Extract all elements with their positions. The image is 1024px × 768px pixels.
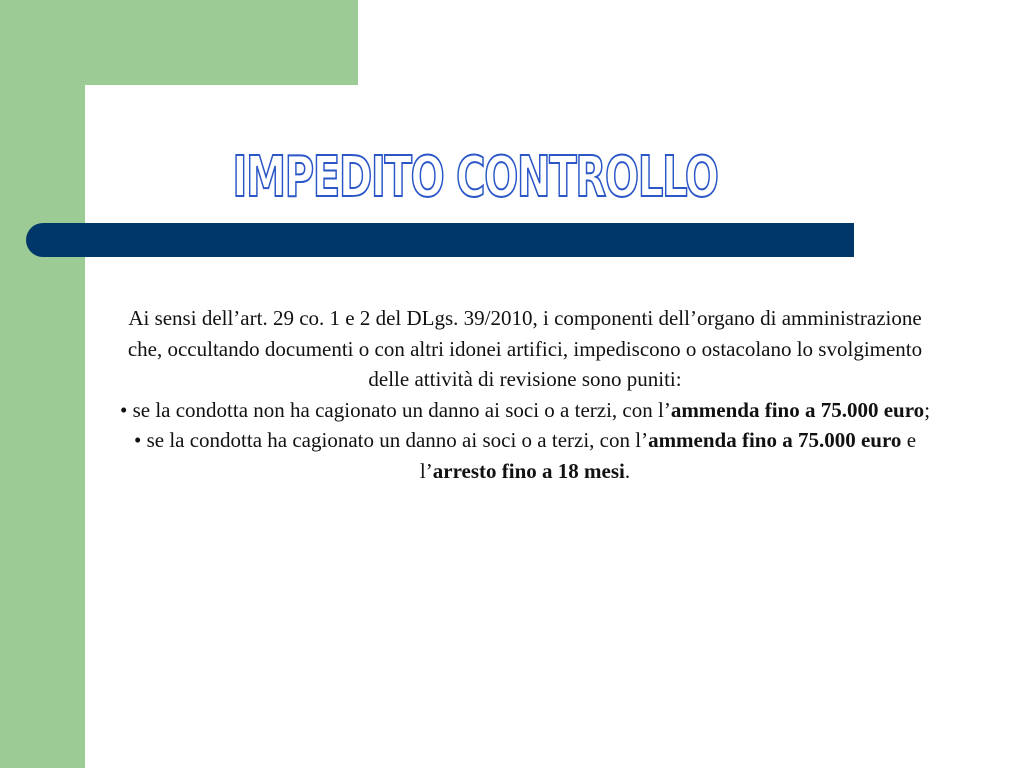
bullet-2-bold-2: arresto fino a 18 mesi: [432, 458, 625, 483]
slide-title: IMPEDITO CONTROLLO: [232, 145, 718, 210]
content-panel-corner: [85, 85, 165, 165]
bullet-item-2: [110, 425, 940, 486]
slide-body: [110, 303, 940, 486]
bullet-item-1: [110, 395, 940, 426]
intro-paragraph: Ai sensi dell’art. 29 co. 1 e 2 del DLgs. 39/2010, i componenti dell’organo di amministrazione che, occultando documenti o con altri idonei artifici, impediscono o ostacolano lo svolgimento delle attività di revisione sono puniti:: [127, 306, 923, 391]
bullet-2-mid: e l’: [419, 428, 917, 483]
bullet-1-end: ;: [924, 397, 931, 422]
green-top-band: [0, 0, 358, 85]
bullet-2-end: .: [624, 458, 631, 483]
title-underline-bar: [26, 223, 854, 257]
bullet-1-text: • se la condotta non ha cagionato un danno ai soci o a terzi, con l’: [119, 397, 671, 422]
green-side-band: [0, 0, 85, 768]
bullet-1-bold: ammenda fino a 75.000 euro: [670, 397, 925, 422]
bullet-2-text: • se la condotta ha cagionato un danno ai soci o a terzi, con l’: [133, 428, 649, 452]
bullet-2-bold-1: ammenda fino a 75.000 euro: [648, 428, 902, 452]
